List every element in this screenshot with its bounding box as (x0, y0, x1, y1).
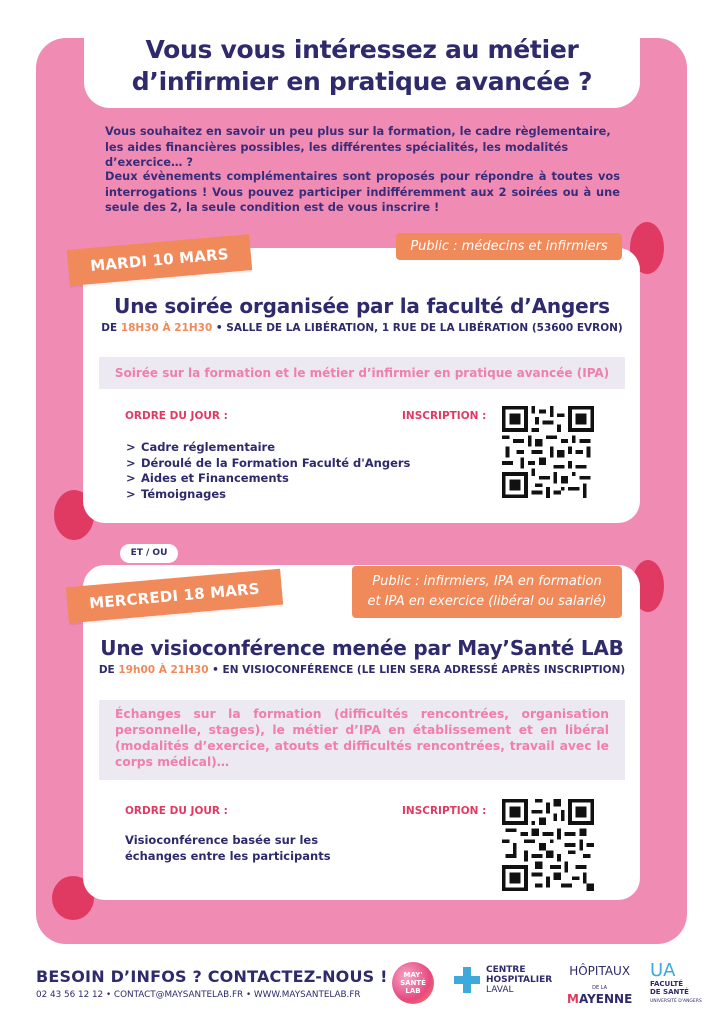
title-line-1: Vous vous intéressez au métier (145, 35, 579, 64)
logo-hdm-m: M (567, 992, 579, 1006)
event1-agenda-list (126, 440, 410, 502)
event2-public-line-1: Public : infirmiers, IPA en formation (372, 574, 602, 589)
logo-may-line-3: LAB (405, 987, 421, 995)
agenda-item-text: Aides et Financements (141, 471, 289, 486)
logo-ua-mark: UA (650, 960, 676, 981)
logo-hdm-de: DE LA (592, 985, 608, 991)
intro-paragraph-1: Vous souhaitez en savoir un peu plus sur la formation, le cadre règlementaire, les aides financières possibles, les différentes spécialités, les modalités d’exercice… ? (105, 124, 611, 169)
centre-hospitalier-laval-logo (454, 965, 552, 995)
logo-hdm-rest: AYENNE (578, 992, 633, 1006)
event1-location: • SALLE DE LA LIBÉRATION, 1 RUE DE LA LIBÉRATION (53600 EVRON) (212, 322, 623, 334)
event1-agenda-label: ORDRE DU JOUR : (125, 410, 228, 422)
event2-agenda-text (125, 833, 345, 864)
qr-code-icon[interactable] (502, 799, 594, 891)
event1-time: 18H30 À 21H30 (120, 322, 213, 334)
event1-subtitle (0, 322, 724, 334)
event1-date-tag: MARDI 10 MARS (67, 234, 252, 286)
logo-ua-line-3: UNIVERSITÉ D'ANGERS (650, 999, 702, 1004)
event2-public-tag (352, 566, 622, 618)
logo-chl-line-3: LAVAL (486, 985, 514, 995)
logo-hdm-line-2 (567, 992, 632, 1006)
logo-chl-text (486, 965, 552, 995)
event2-agenda-line-1: Visioconférence basée sur les (125, 833, 319, 847)
intro-paragraph-2: Deux évènements complémentaires sont proposés pour répondre à toutes vos interrogations ! Vous pouvez participer indifféremment aux 2 soirées ou à une seule des 2, la seule condition est de vous inscrire ! (105, 169, 620, 214)
agenda-item (126, 487, 410, 503)
chevron-right-icon: > (126, 440, 136, 454)
page-title (84, 34, 640, 98)
logo-may-line-2: SANTÉ (400, 979, 426, 987)
hopitaux-mayenne-logo (567, 964, 632, 1006)
event2-time: 19h00 À 21H30 (118, 664, 209, 676)
event2-inscription-label: INSCRIPTION : (402, 805, 487, 817)
chevron-right-icon: > (126, 486, 136, 501)
event2-sub-prefix: DE (98, 664, 119, 676)
agenda-item-text: Témoignages (141, 486, 226, 501)
qr-code-icon[interactable] (502, 406, 594, 498)
event1-description: Soirée sur la formation et le métier d’infirmier en pratique avancée (IPA) (99, 357, 625, 389)
logo-may-line-1: MAY' (403, 971, 423, 979)
header-title-box (84, 18, 640, 108)
logo-chl-line-1: CENTRE (486, 965, 526, 975)
event1-sub-prefix: DE (101, 322, 121, 334)
agenda-item-text: Cadre réglementaire (141, 440, 275, 454)
event2-subtitle (0, 664, 724, 676)
medical-cross-icon (454, 967, 480, 993)
agenda-item (126, 471, 410, 487)
logo-ua-line-1: FACULTÉ (650, 980, 684, 988)
event2-agenda-line-2: échanges entre les participants (125, 848, 331, 863)
universite-angers-logo (650, 962, 702, 1006)
logo-ua-line-2: DE SANTÉ (650, 988, 689, 996)
event2-location: • EN VISIOCONFÉRENCE (LE LIEN SERA ADRESSÉ APRÈS INSCRIPTION) (208, 664, 626, 676)
logo-hdm-line-1: HÔPITAUX (569, 964, 631, 978)
title-line-2: d’infirmier en pratique avancée ? (131, 67, 593, 96)
separator-et-ou: ET / OU (120, 544, 178, 563)
chevron-right-icon: > (126, 455, 136, 470)
event1-public-tag: Public : médecins et infirmiers (396, 233, 622, 260)
chevron-right-icon: > (126, 471, 136, 486)
event2-description: Échanges sur la formation (difficultés rencontrées, organisation personnelle, stages), le métier d’IPA en établissement et en libéral (modalités d’exercice, atouts et difficultés rencontrées, travail avec le corps médical)… (99, 700, 625, 780)
event1-inscription-label: INSCRIPTION : (402, 410, 487, 422)
maysante-lab-logo (392, 962, 434, 1004)
agenda-item-text: Déroulé de la Formation Faculté d'Angers (141, 455, 411, 470)
event2-agenda-label: ORDRE DU JOUR : (125, 805, 228, 817)
agenda-item (126, 456, 410, 472)
footer-title: BESOIN D’INFOS ? CONTACTEZ-NOUS ! (36, 967, 388, 986)
agenda-item (126, 440, 410, 456)
event2-date-tag: MERCREDI 18 MARS (66, 569, 283, 624)
event2-public-line-2: et IPA en exercice (libéral ou salarié) (367, 594, 607, 609)
footer-contact-info[interactable]: 02 43 56 12 12 • CONTACT@MAYSANTELAB.FR • WWW.MAYSANTELAB.FR (36, 990, 361, 1000)
logo-chl-line-2: HOSPITALIER (486, 975, 553, 985)
event2-title: Une visioconférence menée par May’Santé LAB (100, 636, 624, 660)
event1-title: Une soirée organisée par la faculté d’Angers (114, 294, 610, 318)
